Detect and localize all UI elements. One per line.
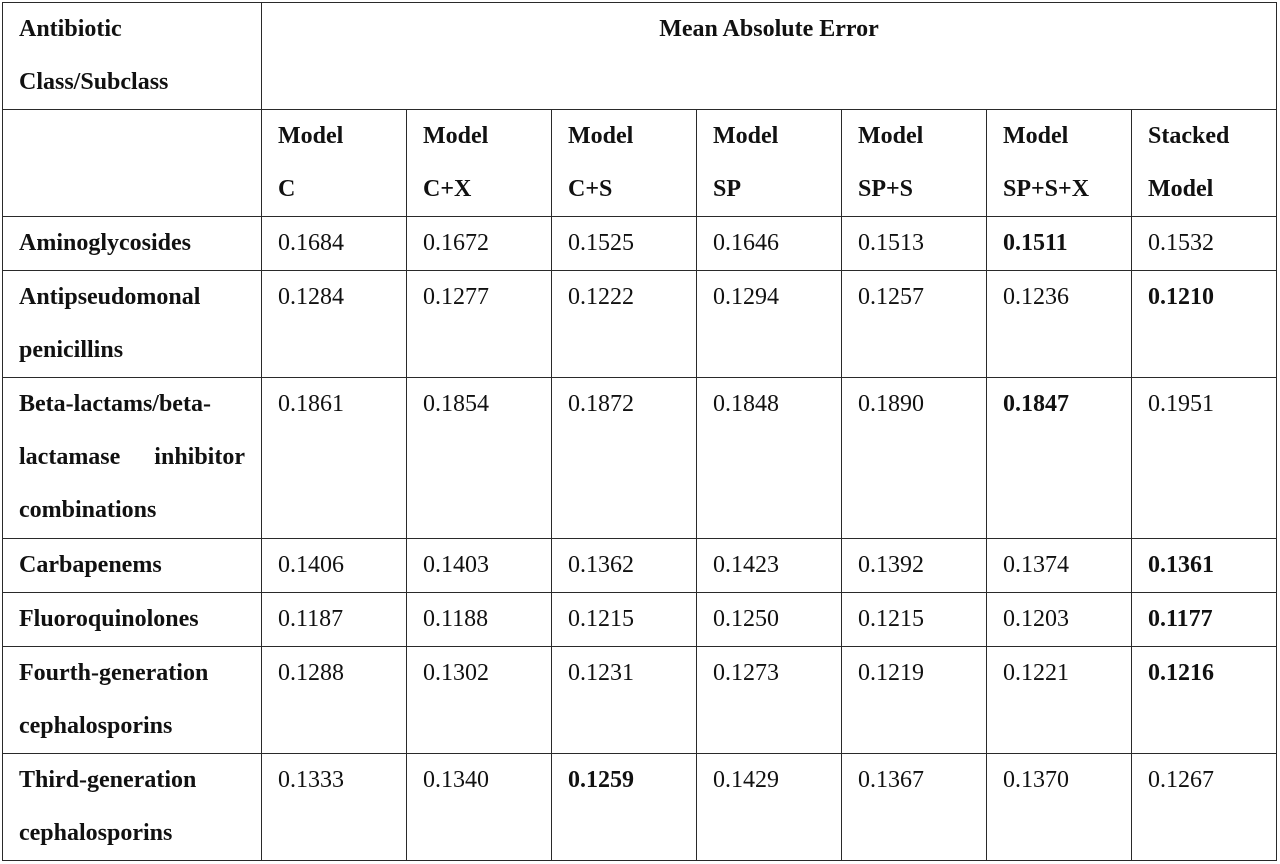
mae-value: 0.1951 [1148, 391, 1214, 417]
model-header-cell [262, 110, 407, 217]
model-header-cell [987, 110, 1132, 217]
mae-value: 0.1257 [858, 284, 924, 310]
class-name: Aminoglycosides [19, 230, 192, 256]
model-header-line2: C+X [423, 176, 472, 202]
model-header-line1: Stacked [1148, 123, 1230, 149]
mae-value: 0.1236 [1003, 284, 1069, 310]
mae-value: 0.1216 [1148, 660, 1214, 686]
mae-value: 0.1294 [713, 284, 779, 310]
mae-value: 0.1361 [1148, 552, 1214, 578]
value-cell [697, 754, 842, 861]
mae-value: 0.1273 [713, 660, 779, 686]
class-name: Beta-lactams/beta-lactamase inhibitor combinations [19, 391, 245, 523]
model-header-line1: Model [568, 123, 634, 149]
best-value-cell [1132, 539, 1277, 593]
mae-value: 0.1429 [713, 767, 779, 793]
value-cell [262, 539, 407, 593]
mae-value: 0.1177 [1148, 606, 1213, 632]
mae-value: 0.1333 [278, 767, 344, 793]
class-name: Carbapenems [19, 552, 162, 578]
value-cell [552, 647, 697, 754]
value-cell [697, 593, 842, 647]
value-cell [552, 378, 697, 539]
mae-value: 0.1203 [1003, 606, 1069, 632]
value-cell [697, 271, 842, 378]
value-cell [407, 271, 552, 378]
mae-value: 0.1215 [858, 606, 924, 632]
mae-value: 0.1392 [858, 552, 924, 578]
model-header-line2: SP+S+X [1003, 176, 1090, 202]
value-cell [842, 378, 987, 539]
value-cell [987, 271, 1132, 378]
value-cell [697, 647, 842, 754]
best-value-cell [1132, 593, 1277, 647]
value-cell [987, 539, 1132, 593]
model-header-line2: C [278, 176, 296, 202]
mae-value: 0.1288 [278, 660, 344, 686]
mae-value: 0.1340 [423, 767, 489, 793]
model-header-cell [552, 110, 697, 217]
model-header-line2: Model [1148, 176, 1214, 202]
mae-value: 0.1302 [423, 660, 489, 686]
value-cell [552, 217, 697, 271]
mae-value: 0.1684 [278, 230, 344, 256]
model-header-label [568, 110, 680, 216]
class-name: Fourth-generation cephalosporins [19, 660, 209, 739]
title-row [3, 3, 1277, 110]
value-cell [262, 754, 407, 861]
model-header-line1: Model [423, 123, 489, 149]
model-header-cell [842, 110, 987, 217]
value-cell [842, 593, 987, 647]
value-cell [262, 647, 407, 754]
mae-value: 0.1848 [713, 391, 779, 417]
model-header-label [423, 110, 535, 216]
mae-value: 0.1362 [568, 552, 634, 578]
table-row [3, 593, 1277, 647]
mae-value: 0.1259 [568, 767, 634, 793]
value-cell [1132, 378, 1277, 539]
model-header-label [858, 110, 970, 216]
mae-value: 0.1374 [1003, 552, 1069, 578]
model-header-label [278, 110, 390, 216]
mae-value: 0.1513 [858, 230, 924, 256]
value-cell [697, 378, 842, 539]
class-name-cell [3, 754, 262, 861]
class-name-cell [3, 539, 262, 593]
class-name-cell [3, 271, 262, 378]
model-header-line1: Model [858, 123, 924, 149]
class-name-cell [3, 217, 262, 271]
mae-value: 0.1187 [278, 606, 344, 632]
table-row [3, 539, 1277, 593]
model-header-line1: Model [713, 123, 779, 149]
mae-value: 0.1277 [423, 284, 489, 310]
value-cell [262, 378, 407, 539]
value-cell [697, 217, 842, 271]
model-header-label [1148, 110, 1260, 216]
mae-value: 0.1847 [1003, 391, 1069, 417]
mae-value: 0.1403 [423, 552, 489, 578]
metric-header-cell [262, 3, 1277, 110]
value-cell [987, 754, 1132, 861]
table-row [3, 378, 1277, 539]
value-cell [407, 647, 552, 754]
best-value-cell [987, 378, 1132, 539]
value-cell [1132, 754, 1277, 861]
value-cell [407, 593, 552, 647]
mae-value: 0.1367 [858, 767, 924, 793]
empty-header-cell [3, 110, 262, 217]
best-value-cell [1132, 647, 1277, 754]
mae-value: 0.1284 [278, 284, 344, 310]
best-value-cell [1132, 271, 1277, 378]
value-cell [842, 539, 987, 593]
model-header-row [3, 110, 1277, 217]
mae-value: 0.1267 [1148, 767, 1214, 793]
value-cell [407, 378, 552, 539]
value-cell [842, 217, 987, 271]
value-cell [987, 593, 1132, 647]
value-cell [1132, 217, 1277, 271]
mae-value: 0.1222 [568, 284, 634, 310]
mae-value: 0.1525 [568, 230, 634, 256]
value-cell [552, 593, 697, 647]
table-row [3, 217, 1277, 271]
value-cell [407, 217, 552, 271]
class-header-cell [3, 3, 262, 110]
mae-value: 0.1210 [1148, 284, 1214, 310]
model-header-cell [1132, 110, 1277, 217]
class-name: Antipseudomonal penicillins [19, 284, 201, 363]
value-cell [407, 754, 552, 861]
mae-value: 0.1250 [713, 606, 779, 632]
value-cell [697, 539, 842, 593]
value-cell [552, 539, 697, 593]
value-cell [262, 593, 407, 647]
mae-value: 0.1406 [278, 552, 344, 578]
class-name-cell [3, 378, 262, 539]
table-row [3, 647, 1277, 754]
model-header-label [1003, 110, 1115, 216]
model-header-line1: Model [1003, 123, 1069, 149]
mae-value: 0.1890 [858, 391, 924, 417]
mae-value: 0.1861 [278, 391, 344, 417]
best-value-cell [552, 754, 697, 861]
mae-value: 0.1672 [423, 230, 489, 256]
value-cell [842, 271, 987, 378]
value-cell [842, 647, 987, 754]
mae-value: 0.1646 [713, 230, 779, 256]
mae-value: 0.1370 [1003, 767, 1069, 793]
mae-value: 0.1215 [568, 606, 634, 632]
mae-value: 0.1219 [858, 660, 924, 686]
value-cell [987, 647, 1132, 754]
value-cell [262, 271, 407, 378]
mae-value: 0.1872 [568, 391, 634, 417]
model-header-line2: SP+S [858, 176, 914, 202]
mae-value: 0.1231 [568, 660, 634, 686]
value-cell [262, 217, 407, 271]
model-header-label [713, 110, 825, 216]
value-cell [407, 539, 552, 593]
class-name: Third-generation cephalosporins [19, 767, 197, 846]
class-name-cell [3, 593, 262, 647]
model-header-cell [407, 110, 552, 217]
value-cell [552, 271, 697, 378]
mae-value: 0.1188 [423, 606, 489, 632]
metric-header-label: Mean Absolute Error [659, 16, 879, 42]
best-value-cell [987, 217, 1132, 271]
model-header-line2: C+S [568, 176, 613, 202]
class-name: Fluoroquinolones [19, 606, 199, 632]
class-header-label: Antibiotic Class/Subclass [19, 16, 169, 95]
mae-value: 0.1511 [1003, 230, 1068, 256]
model-header-cell [697, 110, 842, 217]
mae-value: 0.1221 [1003, 660, 1069, 686]
class-name-cell [3, 647, 262, 754]
mae-value: 0.1854 [423, 391, 489, 417]
table-row [3, 271, 1277, 378]
mae-table [2, 2, 1277, 861]
table-row [3, 754, 1277, 861]
model-header-line2: SP [713, 176, 742, 202]
value-cell [842, 754, 987, 861]
mae-value: 0.1423 [713, 552, 779, 578]
model-header-line1: Model [278, 123, 344, 149]
mae-value: 0.1532 [1148, 230, 1214, 256]
